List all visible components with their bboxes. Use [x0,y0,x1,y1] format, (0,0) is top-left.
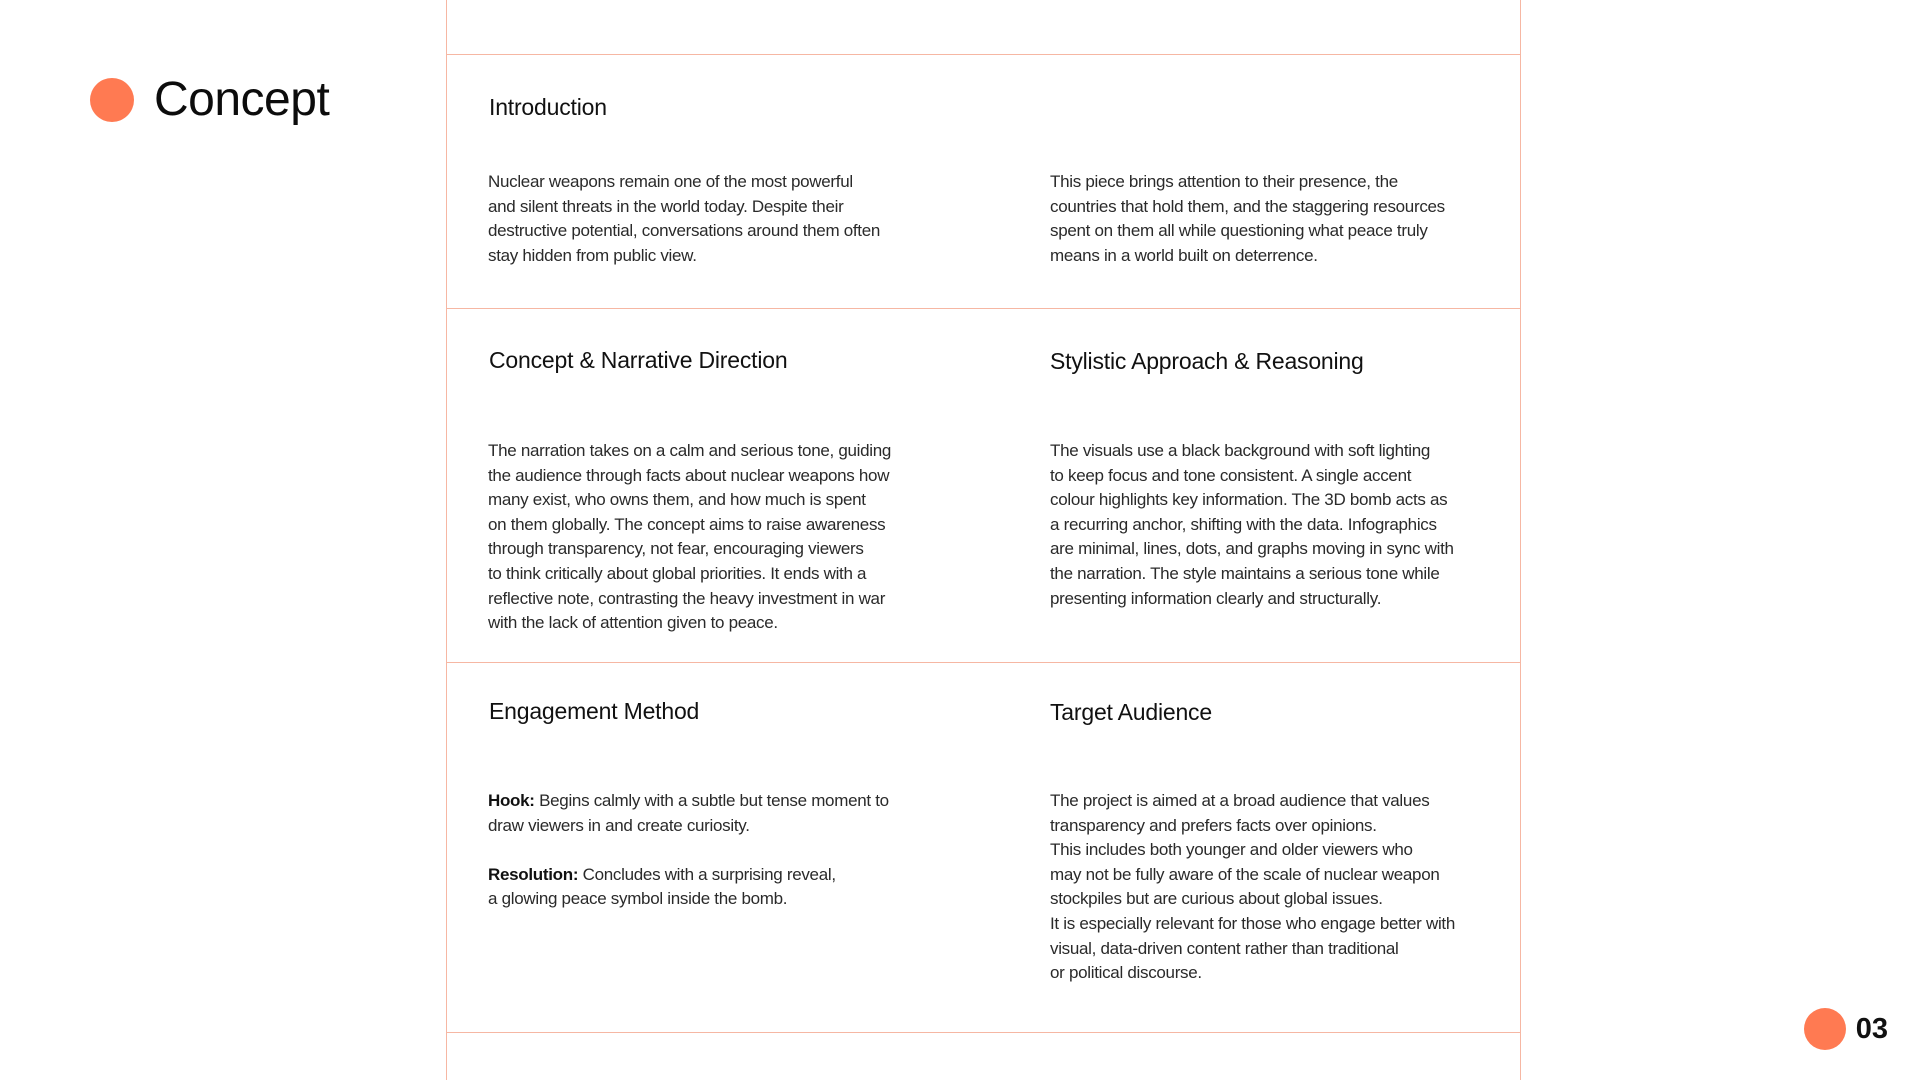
text-line: or political discourse. [1050,963,1202,983]
text-line: The project is aimed at a broad audience that values [1050,791,1430,810]
introduction-heading: Introduction [489,94,607,120]
text-line: many exist, who owns them, and how much is spent [488,490,866,510]
engagement-text [488,789,889,912]
engagement-heading: Engagement Method [489,698,700,724]
text-line: the narration. The style maintains a serious tone while [1050,563,1440,583]
text-line: to keep focus and tone consistent. A single accent [1050,465,1412,485]
resolution-label: Resolution: [488,864,579,884]
text-line: stay hidden from public view. [488,245,697,265]
concept-narrative-text [488,439,891,636]
grid-line-left [446,0,447,1080]
stylistic-approach-text [1050,439,1454,611]
text-line: through transparency, not fear, encouraging viewers [488,539,864,559]
grid-line-h4 [446,1032,1521,1033]
text-line: This piece brings attention to their presence, the [1050,172,1398,191]
spacer-line [488,838,889,863]
hook-line [488,789,889,814]
page-number: 03 [1855,1012,1888,1045]
introduction-right-text [1050,170,1445,268]
text-line: the audience through facts about nuclear weapons how [488,465,890,485]
grid-line-right [1520,0,1521,1080]
text-line: countries that hold them, and the staggering resources [1050,196,1445,216]
text-line: draw viewers in and create curiosity. [488,815,750,835]
text-line: and silent threats in the world today. Despite their [488,196,844,216]
text-line: The narration takes on a calm and serious tone, guiding [488,441,892,460]
page-title: Concept [154,73,330,126]
introduction-left-text [488,170,880,268]
text-line: The visuals use a black background with soft lighting [1050,441,1431,460]
grid-line-h1 [446,54,1521,55]
text-line: visual, data-driven content rather than traditional [1050,938,1399,958]
text-line: a recurring anchor, shifting with the data. Infographics [1050,514,1437,534]
target-audience-text [1050,789,1455,986]
page-number-dot-icon [1804,1008,1846,1050]
text-line: presenting information clearly and structurally. [1050,588,1382,608]
title-dot-icon [90,78,134,122]
page-number-group [1804,1008,1888,1050]
text-line: to think critically about global priorities. It ends with a [488,563,867,583]
resolution-line [488,863,889,888]
hook-text: Begins calmly with a subtle but tense moment to [539,791,889,810]
text-line: colour highlights key information. The 3D bomb acts as [1050,490,1448,510]
text-line: may not be fully aware of the scale of nuclear weapon [1050,864,1440,884]
text-line: reflective note, contrasting the heavy investment in war [488,588,886,608]
hook-label: Hook: [488,791,535,810]
concept-narrative-heading: Concept & Narrative Direction [489,347,788,373]
grid-line-h2 [446,308,1521,309]
text-line: spent on them all while questioning what peace truly [1050,221,1428,241]
text-line: Nuclear weapons remain one of the most powerful [488,172,853,191]
page-title-group [90,73,330,126]
grid-line-h3 [446,662,1521,663]
text-line: transparency and prefers facts over opinions. [1050,815,1377,835]
text-line: with the lack of attention given to peace. [488,613,778,633]
text-line: a glowing peace symbol inside the bomb. [488,889,788,909]
resolution-text: Concludes with a surprising reveal, [582,864,836,884]
text-line: on them globally. The concept aims to raise awareness [488,514,886,534]
text-line: are minimal, lines, dots, and graphs moving in sync with [1050,539,1454,559]
text-line: means in a world built on deterrence. [1050,245,1318,265]
text-line: It is especially relevant for those who engage better with [1050,913,1456,933]
text-line: This includes both younger and older viewers who [1050,840,1413,860]
stylistic-approach-heading: Stylistic Approach & Reasoning [1050,348,1364,374]
target-audience-heading: Target Audience [1050,699,1212,725]
text-line: destructive potential, conversations around them often [488,221,881,241]
text-line: stockpiles but are curious about global issues. [1050,889,1383,909]
